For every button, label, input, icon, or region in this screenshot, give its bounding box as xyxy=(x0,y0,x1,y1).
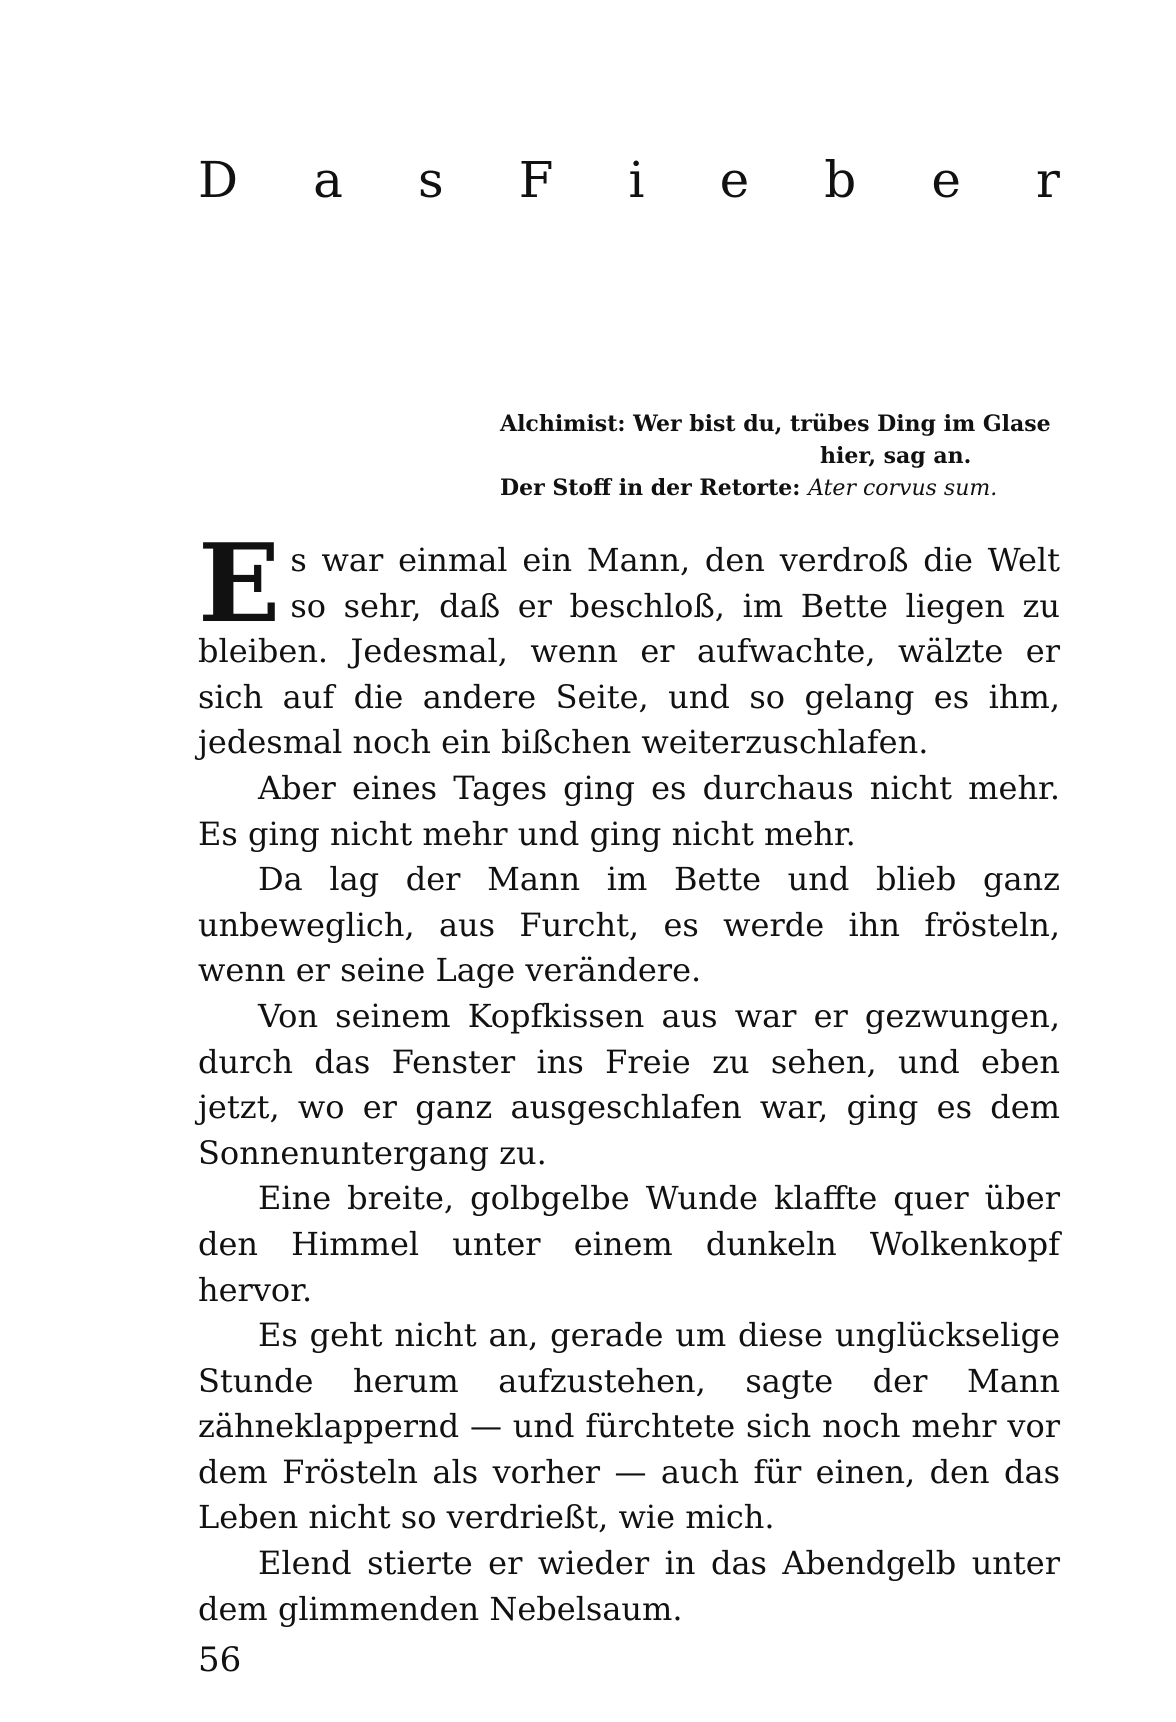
paragraph: Es geht nicht an, gerade um diese unglückselige Stunde herum aufzustehen, sagte der Mann zähneklappernd — und fürchtete sich noch mehr vor dem Frösteln als vorher — auch für einen, den das Leben nicht so verdrießt, wie mich. xyxy=(198,1316,1060,1537)
paragraph: Aber eines Tages ging es durchaus nicht mehr. Es ging nicht mehr und ging nicht mehr. xyxy=(198,768,1060,853)
epigraph-line: Alchimist: Wer bist du, trübes Ding im Glase xyxy=(500,411,1051,437)
epigraph-line: hier, sag an. xyxy=(820,443,972,469)
title-letter: i xyxy=(628,151,645,209)
title-letter: r xyxy=(1035,151,1060,209)
body-text xyxy=(198,521,1060,1632)
epigraph-latin-quote: Ater corvus sum. xyxy=(808,476,998,501)
paragraph: Elend stierte er wieder in das Abendgelb unter dem glimmenden Nebelsaum. xyxy=(198,1544,1060,1628)
title-letter: F xyxy=(518,151,554,209)
paragraph: Von seinem Kopfkissen aus war er gezwungen, durch das Fenster ins Freie zu sehen, und eben jetzt, wo er ganz ausgeschlafen war, ging es dem Sonnenuntergang zu. xyxy=(198,996,1060,1172)
title-letter: b xyxy=(824,151,857,209)
drop-cap: E xyxy=(198,521,281,647)
epigraph xyxy=(500,408,1060,505)
epigraph-speaker: Der Stoff in der Retorte: xyxy=(500,475,801,501)
paragraph: Eine breite, golbgelbe Wunde klaffte quer über den Himmel unter einem dunkeln Wolkenkopf hervor. xyxy=(198,1179,1060,1309)
epigraph-line xyxy=(500,472,1060,505)
title-letter: a xyxy=(313,151,343,209)
title-letter: e xyxy=(719,151,750,209)
title-letter: D xyxy=(198,151,239,209)
page-number: 56 xyxy=(198,1640,242,1680)
paragraph xyxy=(198,521,1060,766)
paragraph: Da lag der Mann im Bette und blieb ganz unbeweglich, aus Furcht, es werde ihn frösteln, wenn er seine Lage verändere. xyxy=(198,860,1060,990)
title-letter: s xyxy=(418,151,444,209)
title-letter: e xyxy=(931,151,961,209)
chapter-title xyxy=(198,150,1060,210)
paragraph-text: s war einmal ein Mann, den verdroß die Welt so sehr, daß er beschloß, im Bette liegen zu bleiben. Jedesmal, wenn er aufwachte, wälzte er sich auf die andere Seite, und so gelang es ihm, jedesmal noch ein bißchen weiterzuschlafen. xyxy=(198,541,1060,762)
